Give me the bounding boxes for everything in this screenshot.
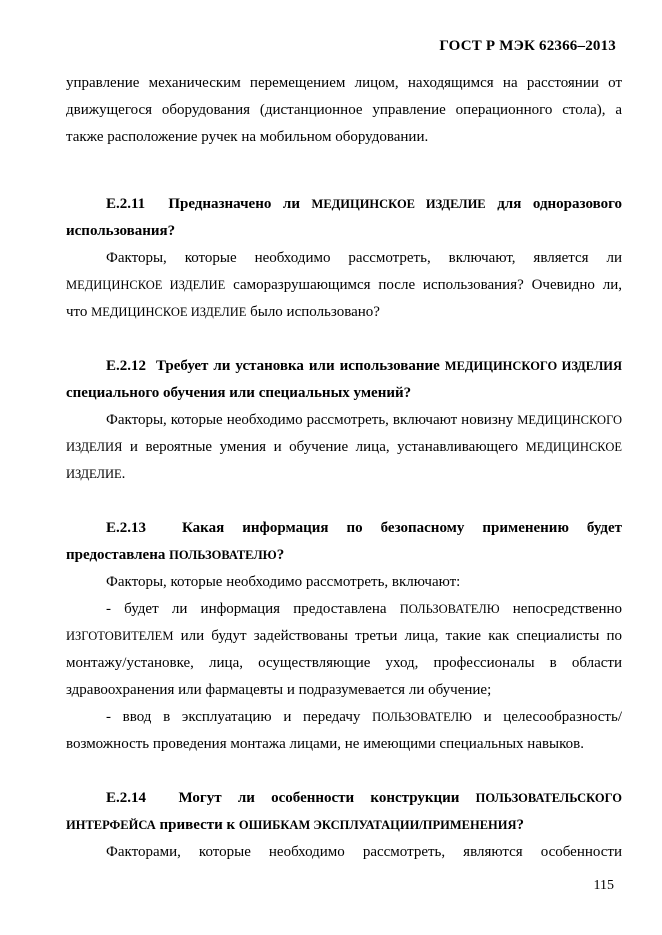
heading-text: Предназначено ли xyxy=(168,196,300,212)
body-text: и вероятные умения и обучение лица, устанавливающего xyxy=(129,439,519,455)
body-text: и целесообразность/возможность проведения монтажа лицами, не имеющими специальных навыков. xyxy=(66,709,622,752)
section-heading xyxy=(66,785,622,839)
body-text: Факторы, которые необходимо рассмотреть, включают новизну xyxy=(106,412,514,428)
section-number: Е.2.11 xyxy=(106,196,146,212)
document-header: ГОСТ Р МЭК 62366–2013 xyxy=(439,38,616,54)
body-text: или будут задействованы третьи лица, такие как специалисты по монтажу/установке, лица, осуществляющие уход, профессионалы в области здравоохранения или фармацевты и подразумевается ли обучение; xyxy=(66,628,623,698)
section-heading xyxy=(66,191,622,245)
body-text: - будет ли информация предоставлена xyxy=(106,601,387,617)
section-e-2-13 xyxy=(66,515,622,758)
body-text: саморазрушающимся после использования? Очевидно ли, что xyxy=(66,277,623,320)
heading-text: Могут ли особенности конструкции xyxy=(178,790,460,806)
section-number: Е.2.12 xyxy=(106,358,147,374)
intro-paragraph: управление механическим перемещением лицом, находящимся на расстоянии от движущегося оборудования (дистанционное управление операционного стола), а также расположение ручек на мобильном оборудовании. xyxy=(66,75,622,145)
body-text: . xyxy=(121,466,126,482)
page-number: 115 xyxy=(593,878,614,893)
heading-text: Какая информация по безопасному применению будет предоставлена xyxy=(66,520,623,563)
body-term: МЕДИЦИНСКОЕ ИЗДЕЛИЕ xyxy=(66,278,226,292)
heading-term: МЕДИЦИНСКОЕ ИЗДЕЛИЕ xyxy=(311,197,486,211)
section-heading xyxy=(66,515,622,569)
heading-text: привести к xyxy=(159,817,236,833)
section-intro: Факторы, которые необходимо рассмотреть, включают: xyxy=(106,574,461,590)
body-text: непосредственно xyxy=(512,601,623,617)
body-term: МЕДИЦИНСКОЕ ИЗДЕЛИЕ xyxy=(91,305,247,319)
body-text: - ввод в эксплуатацию и передачу xyxy=(106,709,361,725)
list-item xyxy=(66,596,622,704)
section-body: Факторами, которые необходимо рассмотреть, являются особенности xyxy=(106,844,622,860)
body-term: ПОЛЬЗОВАТЕЛЮ xyxy=(372,710,472,724)
heading-term: МЕДИЦИНСКОГО ИЗДЕЛИЯ xyxy=(444,359,623,373)
section-e-2-14 xyxy=(66,785,622,866)
section-body xyxy=(66,245,622,326)
section-number: Е.2.14 xyxy=(106,790,147,806)
body-term: МЕДИЦИНСКОЕ ИЗДЕЛИЕ xyxy=(66,440,622,481)
section-heading xyxy=(66,353,622,407)
list-item xyxy=(66,704,622,758)
body-term: ИЗГОТОВИТЕЛЕМ xyxy=(66,629,174,643)
heading-text: Требует ли установка или использование xyxy=(155,358,440,374)
heading-text: специального обучения или специальных умений? xyxy=(66,385,412,401)
heading-text: для одноразового использования? xyxy=(66,196,623,239)
heading-text: ? xyxy=(516,817,525,833)
heading-term: ПОЛЬЗОВАТЕЛЮ xyxy=(169,548,277,562)
section-e-2-11 xyxy=(66,191,622,326)
section-body xyxy=(66,407,622,488)
section-e-2-12 xyxy=(66,353,622,488)
body-term: ПОЛЬЗОВАТЕЛЮ xyxy=(399,602,500,616)
body-term: МЕДИЦИНСКОГО ИЗДЕЛИЯ xyxy=(66,413,623,454)
heading-term: ОШИБКАМ ЭКСПЛУАТАЦИИ/ПРИМЕНЕНИЯ xyxy=(238,818,517,832)
heading-term: ПОЛЬЗОВАТЕЛЬСКОГО ИНТЕРФЕЙСА xyxy=(66,791,623,832)
heading-text: ? xyxy=(276,547,285,563)
section-number: Е.2.13 xyxy=(106,520,147,536)
page-body xyxy=(66,70,622,866)
body-text: было использовано? xyxy=(250,304,380,320)
body-text: Факторы, которые необходимо рассмотреть, включают, является ли xyxy=(106,250,622,266)
